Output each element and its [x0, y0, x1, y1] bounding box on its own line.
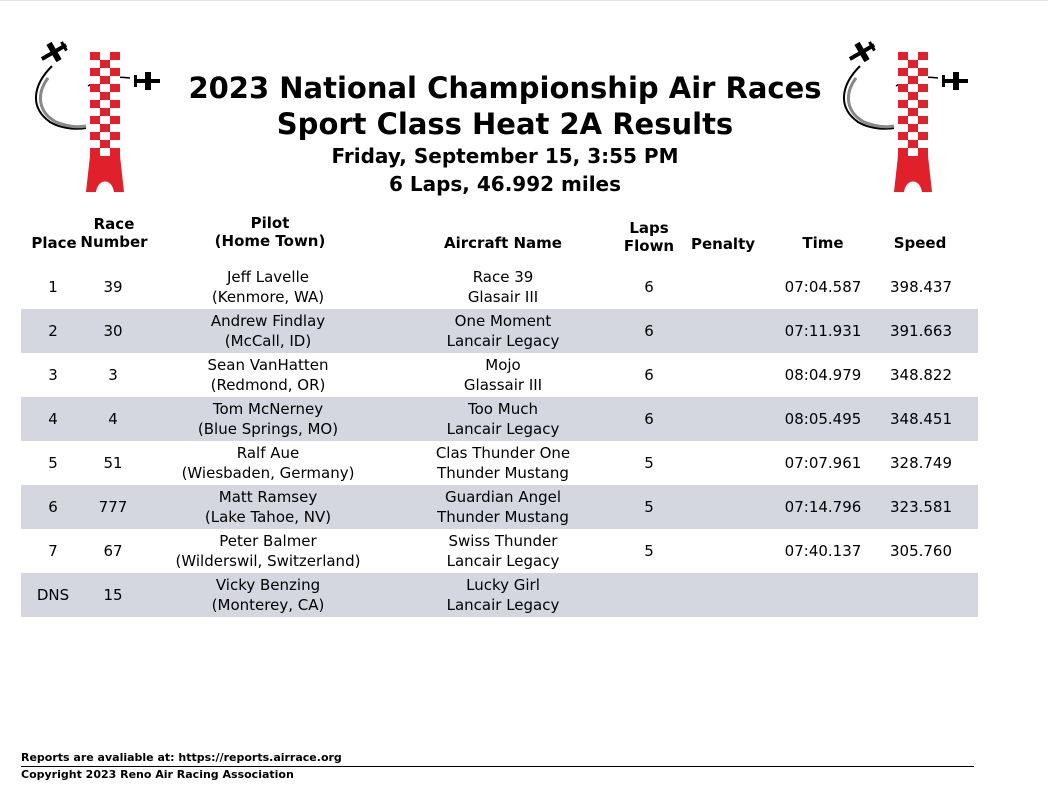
header-aircraft: Aircraft Name — [444, 234, 562, 252]
reports-link-text: Reports are avaliable at: https://reports.airrace.org — [21, 751, 342, 764]
time-cell: 08:05.495 — [784, 410, 862, 428]
speed-cell: 305.760 — [889, 542, 953, 560]
time-cell: 08:04.979 — [784, 366, 862, 384]
speed-cell — [877, 573, 965, 617]
pilot-cell: Andrew Findlay (McCall, ID) — [210, 312, 326, 350]
speed-cell: 348.451 — [889, 410, 953, 428]
page-top-border — [0, 0, 1048, 1]
penalty-cell — [683, 265, 763, 309]
race-number-cell: 777 — [98, 498, 128, 516]
pilot-cell: Vicky Benzing (Monterey, CA) — [211, 576, 325, 614]
pilot-cell: Peter Balmer (Wilderswil, Switzerland) — [175, 532, 361, 570]
race-number-cell: 67 — [103, 542, 123, 560]
race-number-cell: 4 — [108, 410, 118, 428]
race-number-cell: 51 — [103, 454, 123, 472]
date-time: Friday, September 15, 3:55 PM — [331, 144, 679, 168]
table-row — [21, 265, 978, 309]
heat-title: Sport Class Heat 2A Results — [276, 107, 734, 141]
penalty-cell — [683, 485, 763, 529]
time-cell: 07:40.137 — [784, 542, 862, 560]
time-cell: 07:14.796 — [784, 498, 862, 516]
footer — [21, 751, 974, 782]
laps-cell: 5 — [644, 542, 654, 560]
laps-cell: 6 — [644, 410, 654, 428]
pilot-cell: Tom McNerney (Blue Springs, MO) — [197, 400, 339, 438]
aircraft-cell: Guardian Angel Thunder Mustang — [437, 488, 569, 526]
footer-divider — [21, 766, 974, 767]
race-number-cell: 39 — [103, 278, 123, 296]
race-number-cell: 30 — [103, 322, 123, 340]
place-cell: 7 — [48, 542, 58, 560]
aircraft-cell: Swiss Thunder Lancair Legacy — [446, 532, 560, 570]
speed-cell: 323.581 — [889, 498, 953, 516]
place-cell: 2 — [48, 322, 58, 340]
header-race-number: Race Number — [80, 215, 148, 251]
pilot-cell: Jeff Lavelle (Kenmore, WA) — [211, 268, 325, 306]
race-number-cell: 3 — [108, 366, 118, 384]
laps-cell: 5 — [644, 454, 654, 472]
speed-cell: 398.437 — [889, 278, 953, 296]
aircraft-cell: Clas Thunder One Thunder Mustang — [435, 444, 571, 482]
speed-cell: 328.749 — [889, 454, 953, 472]
report-title — [150, 70, 860, 198]
pilot-cell: Matt Ramsey (Lake Tahoe, NV) — [204, 488, 332, 526]
header-time: Time — [802, 234, 844, 252]
table-row — [21, 397, 978, 441]
header-laps: Laps Flown — [623, 219, 675, 255]
pilot-cell: Sean VanHatten (Redmond, OR) — [207, 356, 329, 394]
penalty-cell — [683, 353, 763, 397]
table-row — [21, 353, 978, 397]
pylon-airplane-icon — [30, 38, 160, 198]
laps-cell: 5 — [644, 498, 654, 516]
time-cell — [773, 573, 873, 617]
table-row — [21, 485, 978, 529]
place-cell: 3 — [48, 366, 58, 384]
event-title: 2023 National Championship Air Races — [188, 71, 822, 105]
aircraft-cell: Mojo Glassair III — [463, 356, 543, 394]
speed-cell: 391.663 — [889, 322, 953, 340]
aircraft-cell: Lucky Girl Lancair Legacy — [446, 576, 560, 614]
aircraft-cell: Too Much Lancair Legacy — [446, 400, 560, 438]
place-cell: 1 — [48, 278, 58, 296]
header-speed: Speed — [893, 234, 947, 252]
aircraft-cell: Race 39 Glasair III — [467, 268, 539, 306]
pilot-cell: Ralf Aue (Wiesbaden, Germany) — [181, 444, 355, 482]
penalty-cell — [683, 397, 763, 441]
race-number-cell: 15 — [103, 586, 123, 604]
place-cell: 6 — [48, 498, 58, 516]
laps-cell: 6 — [644, 322, 654, 340]
place-cell: DNS — [36, 586, 70, 604]
time-cell: 07:07.961 — [784, 454, 862, 472]
place-cell: 4 — [48, 410, 58, 428]
penalty-cell — [683, 309, 763, 353]
aircraft-cell: One Moment Lancair Legacy — [446, 312, 560, 350]
table-row — [21, 441, 978, 485]
laps-cell — [619, 573, 679, 617]
penalty-cell — [683, 529, 763, 573]
table-row — [21, 309, 978, 353]
speed-cell: 348.822 — [889, 366, 953, 384]
header-penalty: Penalty — [690, 235, 756, 253]
laps-cell: 6 — [644, 366, 654, 384]
table-row — [21, 529, 978, 573]
header-place: Place — [31, 234, 77, 252]
time-cell: 07:11.931 — [784, 322, 862, 340]
results-table — [21, 265, 978, 617]
penalty-cell — [683, 573, 763, 617]
time-cell: 07:04.587 — [784, 278, 862, 296]
laps-cell: 6 — [644, 278, 654, 296]
header-pilot: Pilot (Home Town) — [214, 214, 326, 250]
place-cell: 5 — [48, 454, 58, 472]
copyright-text: Copyright 2023 Reno Air Racing Association — [21, 768, 294, 781]
penalty-cell — [683, 441, 763, 485]
table-row — [21, 573, 978, 617]
laps-distance: 6 Laps, 46.992 miles — [388, 172, 622, 196]
